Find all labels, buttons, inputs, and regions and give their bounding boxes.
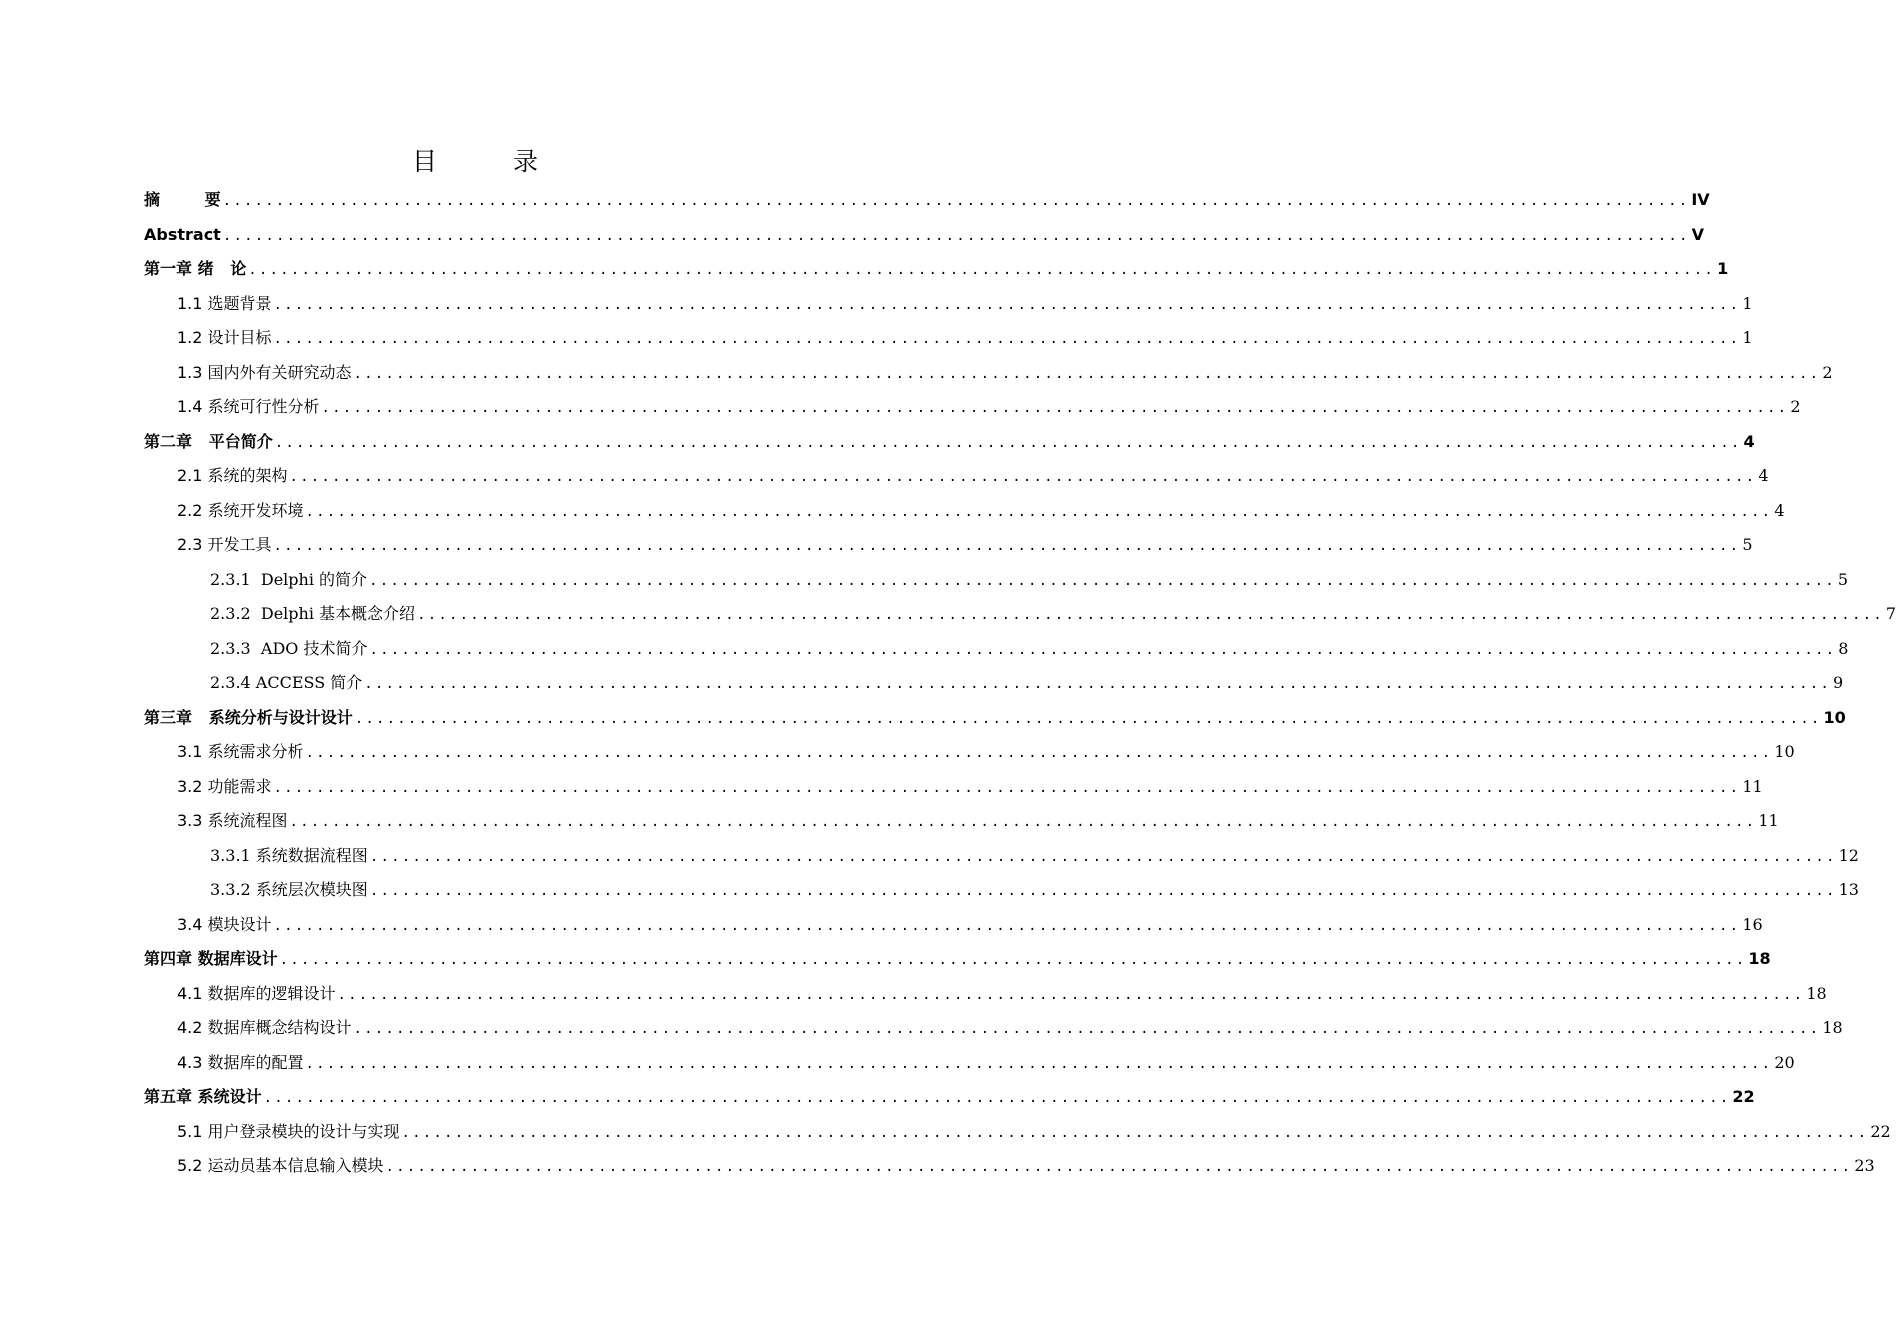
- toc-dot-leader: ..........................................................................................................................................: [369, 572, 1836, 589]
- toc-entry[interactable]: [144, 1046, 1795, 1081]
- toc-entry[interactable]: [144, 459, 1769, 494]
- toc-entry-page-number: 22: [1870, 1121, 1891, 1141]
- toc-dot-leader: ..........................................................................................................................................: [385, 1159, 1853, 1175]
- toc-entry-label: 4.3 数据库的配置: [177, 1052, 304, 1072]
- toc-dot-leader: ..........................................................................................................................................: [279, 952, 1747, 968]
- toc-entry-label: 3.3.1 系统数据流程图: [210, 845, 368, 865]
- toc-dot-leader: ..........................................................................................................................................: [353, 1021, 1821, 1037]
- toc-entry[interactable]: [144, 908, 1763, 943]
- toc-entry-label: 2.3 开发工具: [177, 535, 272, 554]
- toc-entry[interactable]: [144, 597, 1896, 632]
- toc-entry-label: 2.1 系统的架构: [177, 466, 288, 485]
- toc-entry-label: 4.1 数据库的逻辑设计: [177, 983, 336, 1003]
- toc-dot-leader: ..........................................................................................................................................: [401, 1124, 1869, 1141]
- toc-entry-label: 1.2 设计目标: [177, 328, 272, 347]
- toc-entry[interactable]: [144, 218, 1704, 253]
- toc-dot-leader: ..........................................................................................................................................: [289, 814, 1757, 830]
- toc-entry-page-number: 13: [1838, 880, 1859, 899]
- toc-entry[interactable]: [144, 1011, 1843, 1046]
- toc-entry-label: 第五章 系统设计: [144, 1087, 262, 1106]
- toc-entry[interactable]: [144, 632, 1849, 667]
- toc-entry[interactable]: [144, 666, 1844, 701]
- toc-entry-label: 1.4 系统可行性分析: [177, 397, 320, 416]
- toc-entry-label: 4.2 数据库概念结构设计: [177, 1018, 352, 1037]
- toc-entry[interactable]: [144, 701, 1846, 736]
- toc-entry-page-number: 1: [1717, 259, 1729, 278]
- toc-dot-leader: ..........................................................................................................................................: [369, 848, 1837, 865]
- toc-entry[interactable]: [144, 528, 1753, 563]
- toc-entry-page-number: 4: [1774, 500, 1785, 520]
- toc-entry[interactable]: [144, 287, 1753, 322]
- toc-entry-page-number: 12: [1838, 845, 1859, 865]
- toc-entry[interactable]: [144, 183, 1710, 218]
- toc-entry-label: 第二章 平台简介: [144, 431, 273, 451]
- toc-entry[interactable]: [144, 770, 1763, 805]
- toc-entry[interactable]: [144, 1115, 1891, 1150]
- toc-entry-page-number: 5: [1837, 569, 1849, 589]
- toc-entry[interactable]: [144, 804, 1779, 839]
- toc-entry-page-number: 2: [1790, 397, 1801, 416]
- toc-entry-page-number: V: [1691, 224, 1704, 244]
- toc-entry[interactable]: [144, 390, 1801, 425]
- toc-entry-page-number: 5: [1742, 535, 1753, 554]
- table-of-contents: [144, 183, 1896, 1184]
- toc-entry-page-number: 1: [1742, 293, 1753, 313]
- toc-entry[interactable]: [144, 873, 1859, 908]
- toc-entry-label: 3.1 系统需求分析: [177, 742, 304, 761]
- toc-entry-page-number: 4: [1758, 466, 1769, 485]
- toc-entry-label: 第四章 数据库设计: [144, 949, 278, 968]
- toc-entry[interactable]: [144, 494, 1785, 529]
- toc-entry-label: 第一章 绪 论: [144, 259, 247, 278]
- toc-entry[interactable]: [144, 321, 1753, 356]
- toc-dot-leader: ..........................................................................................................................................: [263, 1090, 1731, 1106]
- toc-entry[interactable]: [144, 977, 1827, 1012]
- toc-entry-label: 2.3.4 ACCESS 简介: [210, 673, 363, 692]
- toc-dot-leader: ..........................................................................................................................................: [274, 434, 1742, 451]
- toc-dot-leader: ..........................................................................................................................................: [305, 503, 1773, 520]
- toc-dot-leader: ..........................................................................................................................................: [273, 538, 1741, 554]
- toc-entry[interactable]: [144, 563, 1849, 598]
- toc-dot-leader: ..........................................................................................................................................: [305, 745, 1773, 761]
- toc-dot-leader: ..........................................................................................................................................: [337, 986, 1805, 1003]
- toc-dot-leader: ..........................................................................................................................................: [222, 227, 1690, 244]
- toc-dot-leader: ..........................................................................................................................................: [353, 365, 1821, 382]
- toc-entry-page-number: 8: [1838, 638, 1849, 658]
- toc-dot-leader: ..........................................................................................................................................: [289, 469, 1757, 485]
- toc-dot-leader: ..........................................................................................................................................: [305, 1055, 1773, 1072]
- page-title: 目 录: [412, 147, 572, 176]
- toc-entry-label: 2.3.3 ADO 技术简介: [210, 638, 368, 658]
- toc-entry-page-number: 20: [1774, 1052, 1795, 1072]
- toc-dot-leader: ..........................................................................................................................................: [417, 607, 1884, 623]
- toc-entry-label: 3.3.2 系统层次模块图: [210, 880, 368, 899]
- toc-entry-page-number: 22: [1732, 1087, 1755, 1106]
- toc-entry-page-number: 18: [1822, 1018, 1843, 1037]
- toc-entry-page-number: 7: [1885, 604, 1896, 623]
- toc-entry-label: 1.1 选题背景: [177, 293, 272, 313]
- toc-entry-label: Abstract: [144, 224, 221, 244]
- toc-dot-leader: ..........................................................................................................................................: [369, 883, 1837, 899]
- toc-entry-label: 5.2 运动员基本信息输入模块: [177, 1156, 384, 1175]
- toc-entry[interactable]: [144, 356, 1833, 391]
- toc-entry-page-number: 18: [1748, 949, 1771, 968]
- toc-entry-label: 1.3 国内外有关研究动态: [177, 362, 352, 382]
- toc-entry-label: 摘 要: [144, 190, 221, 209]
- toc-entry[interactable]: [144, 839, 1859, 874]
- toc-dot-leader: ..........................................................................................................................................: [273, 779, 1741, 796]
- toc-entry-page-number: 11: [1758, 811, 1779, 830]
- toc-entry-label: 第三章 系统分析与设计设计: [144, 707, 353, 727]
- toc-entry[interactable]: [144, 1149, 1875, 1184]
- toc-dot-leader: ..........................................................................................................................................: [273, 917, 1741, 934]
- toc-entry-page-number: 2: [1822, 362, 1833, 382]
- toc-dot-leader: ..........................................................................................................................................: [354, 710, 1822, 727]
- toc-entry[interactable]: [144, 1080, 1755, 1115]
- toc-entry-page-number: 18: [1806, 983, 1827, 1003]
- toc-dot-leader: ..........................................................................................................................................: [321, 400, 1789, 416]
- toc-entry-label: 2.3.2 Delphi 基本概念介绍: [210, 604, 416, 623]
- toc-dot-leader: ..........................................................................................................................................: [248, 262, 1716, 278]
- toc-entry[interactable]: [144, 252, 1729, 287]
- toc-entry[interactable]: [144, 425, 1755, 460]
- toc-entry-label: 3.2 功能需求: [177, 776, 272, 796]
- toc-entry-page-number: 10: [1823, 707, 1846, 727]
- toc-entry-page-number: 11: [1742, 776, 1763, 796]
- toc-dot-leader: ..........................................................................................................................................: [222, 193, 1690, 209]
- toc-entry-page-number: 23: [1854, 1156, 1875, 1175]
- toc-dot-leader: ..........................................................................................................................................: [364, 676, 1832, 692]
- toc-entry-page-number: IV: [1691, 190, 1710, 209]
- toc-entry[interactable]: [144, 942, 1771, 977]
- toc-dot-leader: ..........................................................................................................................................: [273, 331, 1741, 347]
- toc-entry-page-number: 16: [1742, 914, 1763, 934]
- toc-dot-leader: ..........................................................................................................................................: [273, 296, 1741, 313]
- toc-entry-page-number: 4: [1743, 431, 1755, 451]
- toc-entry-label: 3.3 系统流程图: [177, 811, 288, 830]
- toc-entry-label: 2.2 系统开发环境: [177, 500, 304, 520]
- toc-entry-label: 5.1 用户登录模块的设计与实现: [177, 1121, 400, 1141]
- toc-entry-label: 3.4 模块设计: [177, 914, 272, 934]
- toc-entry-page-number: 10: [1774, 742, 1795, 761]
- toc-entry-page-number: 9: [1833, 673, 1844, 692]
- toc-entry-page-number: 1: [1742, 328, 1753, 347]
- toc-dot-leader: ..........................................................................................................................................: [369, 641, 1837, 658]
- toc-entry-label: 2.3.1 Delphi 的简介: [210, 569, 368, 589]
- toc-entry[interactable]: [144, 735, 1795, 770]
